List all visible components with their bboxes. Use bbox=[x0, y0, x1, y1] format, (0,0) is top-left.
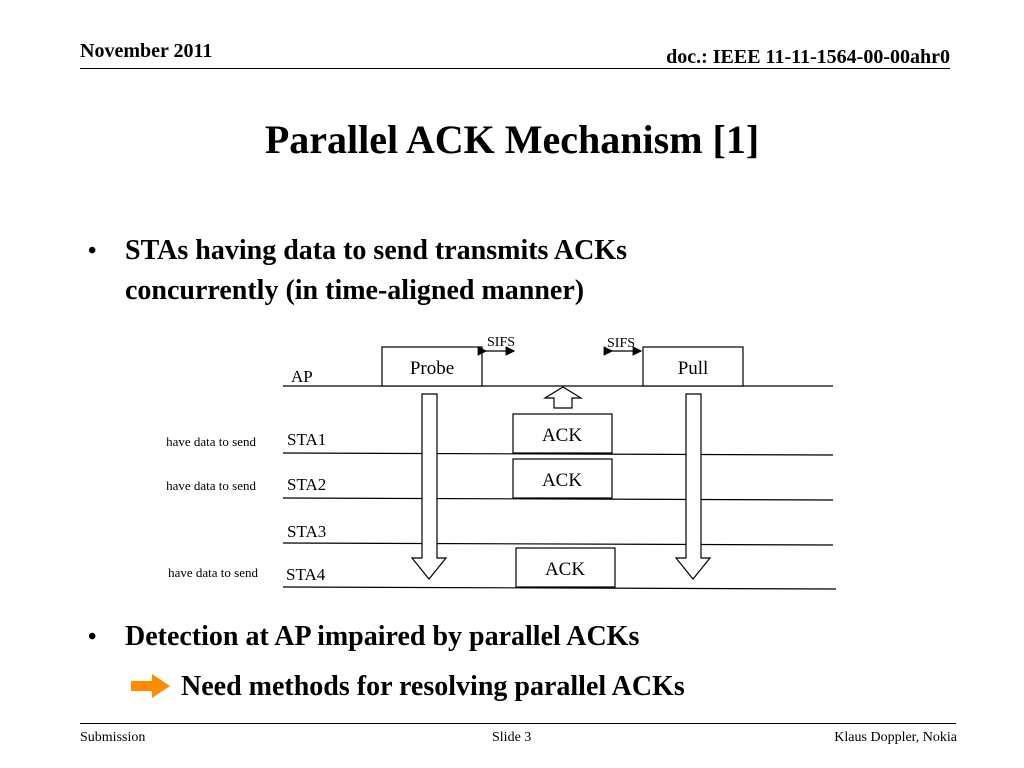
bullet-1-line-2: concurrently (in time-aligned manner) bbox=[125, 275, 585, 306]
bullet-marker-2: • bbox=[88, 624, 97, 650]
sta2-ack-label: ACK bbox=[541, 470, 583, 491]
footer-submission: Submission bbox=[80, 730, 146, 745]
probe-frame-label: Probe bbox=[409, 358, 455, 379]
bullet-marker-1: • bbox=[88, 238, 97, 264]
header-date: November 2011 bbox=[80, 40, 213, 62]
footer-slide-number: Slide 3 bbox=[492, 730, 532, 745]
ap-label: AP bbox=[291, 367, 313, 386]
sifs-label-2: SIFS bbox=[607, 336, 636, 351]
bullet-1-line-1: STAs having data to send transmits ACKs bbox=[125, 235, 628, 266]
sta1-ack-label: ACK bbox=[541, 425, 583, 446]
sta4-label: STA4 bbox=[286, 565, 326, 584]
slide-title: Parallel ACK Mechanism [1] bbox=[264, 117, 760, 162]
bullet-2: Detection at AP impaired by parallel ACKs bbox=[125, 621, 640, 652]
sta3-label: STA3 bbox=[287, 522, 327, 541]
sta2-note: have data to send bbox=[166, 478, 256, 493]
ack-to-ap-arrow bbox=[545, 387, 581, 408]
probe-broadcast-arrow bbox=[412, 394, 446, 579]
footer-divider bbox=[80, 723, 956, 724]
sta4-note: have data to send bbox=[168, 565, 258, 580]
sta4-ack-label: ACK bbox=[544, 559, 586, 580]
timeline-sta3 bbox=[283, 543, 833, 545]
sta1-label: STA1 bbox=[287, 430, 327, 449]
pull-frame-label: Pull bbox=[677, 358, 709, 379]
sta1-note: have data to send bbox=[166, 434, 256, 449]
pull-broadcast-arrow bbox=[676, 394, 710, 579]
header-doc-id: doc.: IEEE 11-11-1564-00-00ahr0 bbox=[666, 46, 950, 68]
right-arrow-icon bbox=[130, 673, 172, 699]
sifs-label-1: SIFS bbox=[487, 335, 516, 350]
sta2-label: STA2 bbox=[287, 475, 327, 494]
footer-author: Klaus Doppler, Nokia bbox=[834, 730, 957, 745]
sub-point: Need methods for resolving parallel ACKs bbox=[181, 671, 685, 702]
